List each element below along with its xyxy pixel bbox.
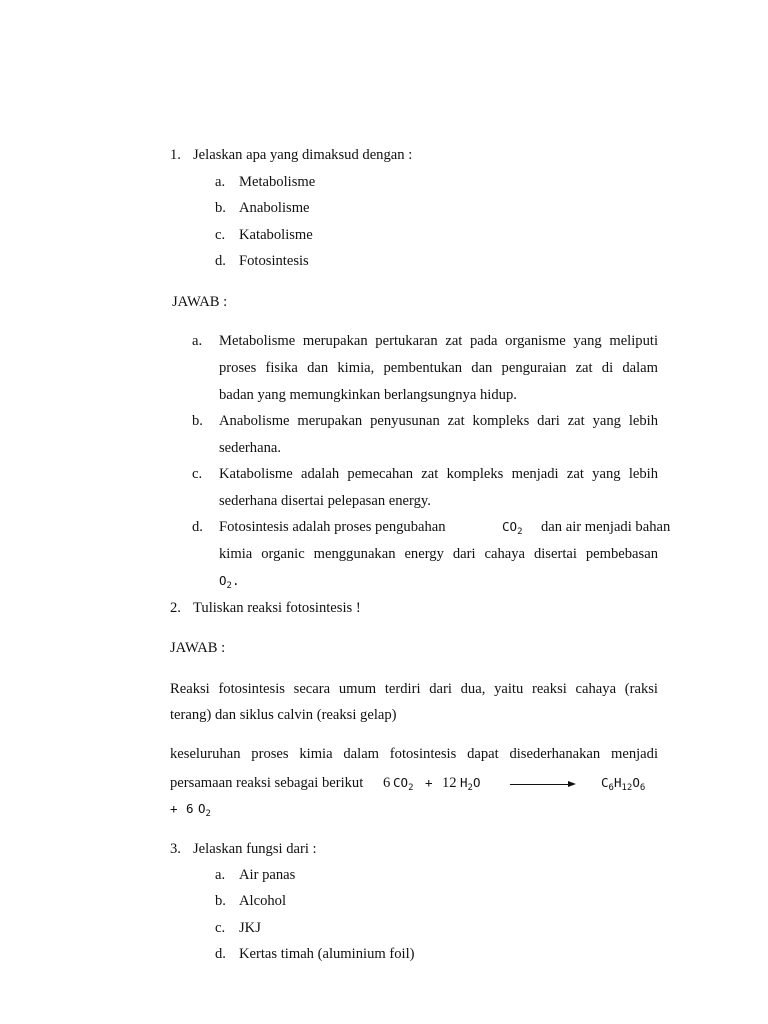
answer2-p1-line2: terang) dan siklus calvin (reaksi gelap) [170, 707, 397, 723]
answer-a-line2: proses fisika dan kimia, pembentukan dan penguraian zat di dalam [219, 360, 658, 376]
answer-c-line1: Katabolisme adalah pemecahan zat kompleks menjadi zat yang lebih [219, 466, 658, 482]
reaction-arrow-line [510, 784, 570, 785]
answer-d-co2 [502, 518, 522, 536]
jawab-1-label: JAWAB : [172, 294, 228, 310]
q3-item-c-text: JKJ [239, 920, 261, 936]
eq-plus-2: + [170, 801, 178, 816]
eq-co2 [393, 774, 413, 792]
q3-item-d-marker: d. [215, 946, 226, 962]
eq-coef-2: 12 [442, 775, 457, 791]
answer-d-o2 [219, 572, 239, 590]
reaction-arrow-head [568, 781, 576, 787]
eq-o2-main: O [198, 801, 206, 816]
answer-d-line1-pre: Fotosintesis adalah proses pengubahan [219, 519, 446, 535]
q2-text: Tuliskan reaksi fotosintesis ! [193, 600, 361, 616]
q1-item-a-text: Metabolisme [239, 174, 316, 190]
answer-d-line2: kimia organic menggunakan energy dari cahaya disertai pembebasan [219, 546, 658, 562]
q3-text: Jelaskan fungsi dari : [193, 841, 317, 857]
eq-glucose-h: H [613, 775, 622, 790]
q3-item-c-marker: c. [215, 920, 226, 936]
answer-d-co2-main: CO [502, 519, 518, 534]
q1-item-c-marker: c. [215, 227, 226, 243]
eq-h2o-o: O [472, 775, 481, 790]
answer2-p2-line2: persamaan reaksi sebagai berikut [170, 775, 364, 791]
answer-d-o2-sub: 2 [226, 581, 232, 591]
eq-h2o-sub: 2 [467, 783, 473, 793]
eq-glucose-c: C [601, 775, 609, 790]
q3-item-a-marker: a. [215, 867, 226, 883]
q1-text: Jelaskan apa yang dimaksud dengan : [193, 147, 413, 163]
answer2-p2-line1: keseluruhan proses kimia dalam fotosintesis dapat disederhanakan menjadi [170, 746, 658, 762]
q1-item-b-marker: b. [215, 200, 226, 216]
answer-d-marker: d. [192, 519, 203, 535]
eq-co2-sub: 2 [408, 783, 414, 793]
eq-o2 [198, 800, 211, 818]
eq-glucose-o-sub: 6 [639, 783, 646, 793]
q3-item-b-marker: b. [215, 893, 226, 909]
q3-item-a-text: Air panas [239, 867, 296, 883]
answer-c-marker: c. [192, 466, 203, 482]
q3-item-b-text: Alcohol [239, 893, 287, 909]
eq-glucose-o: O [632, 775, 640, 790]
eq-h2o-h: H [460, 775, 468, 790]
eq-coef-1: 6 [383, 775, 391, 791]
answer-a-marker: a. [192, 333, 203, 349]
q2-number: 2. [170, 600, 181, 616]
q1-item-d-marker: d. [215, 253, 226, 269]
q1-item-a-marker: a. [215, 174, 226, 190]
eq-glucose [601, 774, 645, 792]
answer-c-line2: sederhana disertai pelepasan energy. [219, 493, 431, 509]
eq-h2o [460, 774, 480, 792]
jawab-2-label: JAWAB : [170, 640, 226, 656]
q1-item-d-text: Fotosintesis [239, 253, 309, 269]
q3-item-d-text: Kertas timah (aluminium foil) [239, 946, 415, 962]
answer-d-co2-sub: 2 [517, 527, 523, 537]
answer-b-line2: sederhana. [219, 440, 281, 456]
eq-glucose-h-sub: 12 [621, 783, 633, 793]
answer-b-marker: b. [192, 413, 203, 429]
eq-co2-main: CO [393, 775, 409, 790]
answer2-p1-line1: Reaksi fotosintesis secara umum terdiri dari dua, yaitu reaksi cahaya (raksi [170, 681, 658, 697]
answer-a-line1: Metabolisme merupakan pertukaran zat pada organisme yang meliputi [219, 333, 658, 349]
q1-item-c-text: Katabolisme [239, 227, 313, 243]
eq-o2-sub: 2 [205, 809, 211, 819]
eq-coef-3: 6 [186, 801, 194, 816]
q1-number: 1. [170, 147, 181, 163]
q1-item-b-text: Anabolisme [239, 200, 310, 216]
eq-glucose-c-sub: 6 [608, 783, 614, 793]
answer-d-o2-main: O [219, 573, 227, 588]
answer-d-o2-tail: . [231, 573, 240, 588]
eq-plus-1: + [425, 775, 433, 790]
q3-number: 3. [170, 841, 181, 857]
answer-b-line1: Anabolisme merupakan penyusunan zat kompleks dari zat yang lebih [219, 413, 658, 429]
answer-a-line3: badan yang memungkinkan berlangsungnya hidup. [219, 387, 517, 403]
answer-d-line1-post: dan air menjadi bahan [541, 519, 671, 535]
